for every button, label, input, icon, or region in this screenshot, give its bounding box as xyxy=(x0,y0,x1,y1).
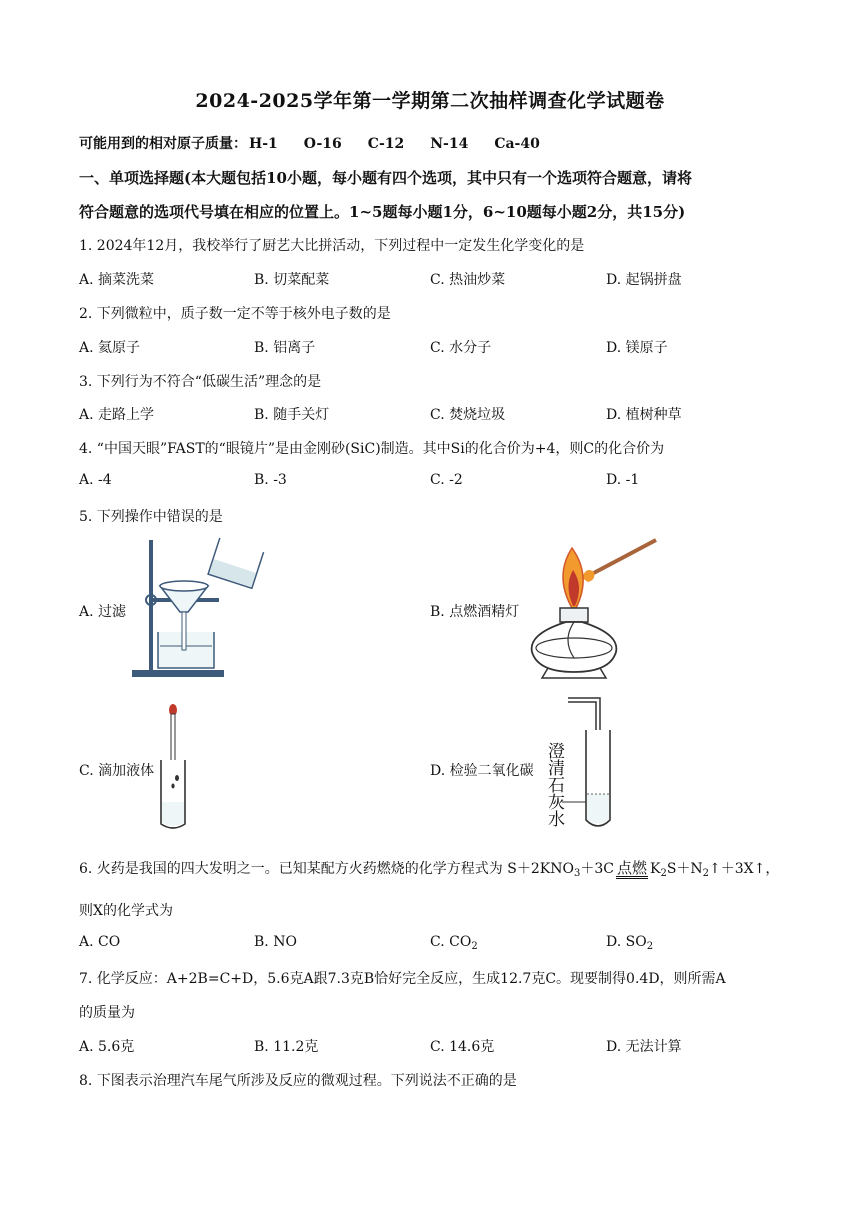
question-8-stem: 8. 下图表示治理汽车尾气所涉及反应的微观过程。下列说法不正确的是 xyxy=(79,1073,517,1089)
q6-eq-part3: K xyxy=(649,861,661,877)
question-6-option-a: A. CO xyxy=(79,934,121,950)
question-2-stem: 2. 下列微粒中，质子数一定不等于核外电子数的是 xyxy=(79,306,391,322)
dropper-figure xyxy=(155,702,195,832)
question-2-option-b: B. 铝离子 xyxy=(254,340,316,356)
question-7-option-a: A. 5.6克 xyxy=(79,1039,135,1055)
q6-option-c-sub: 2 xyxy=(471,941,478,952)
question-2-option-c: C. 水分子 xyxy=(430,340,492,356)
q6-sub-3: 3 xyxy=(573,868,581,879)
lamp-wick-holder xyxy=(560,608,588,622)
section1-heading-line2: 符合题意的选项代号填在相应的位置上。1~5题每小题1分，6~10题每小题2分，共15分) xyxy=(79,203,686,221)
q6-sub-2a: 2 xyxy=(660,868,667,879)
question-6-option-c xyxy=(430,934,478,952)
question-3-option-b: B. 随手关灯 xyxy=(254,407,330,423)
atomic-mass-n: N-14 xyxy=(430,136,469,152)
drop-2 xyxy=(171,784,174,789)
question-5-option-a: A. 过滤 xyxy=(79,604,127,620)
q6-eq-part2: ＋3C xyxy=(580,861,614,877)
atomic-mass-ca: Ca-40 xyxy=(494,136,540,152)
question-7-stem-line2: 的质量为 xyxy=(79,1005,135,1021)
match-stick xyxy=(588,540,656,576)
q6-option-d-text: D. SO xyxy=(606,934,647,950)
drop-1 xyxy=(175,775,179,781)
question-3-option-a: A. 走路上学 xyxy=(79,407,155,423)
stand-base xyxy=(132,670,224,677)
question-4-option-d: D. -1 xyxy=(606,472,640,488)
question-4-option-c: C. -2 xyxy=(430,472,463,488)
question-7-option-b: B. 11.2克 xyxy=(254,1039,319,1055)
atomic-mass-h: H-1 xyxy=(249,136,278,152)
question-7-option-d: D. 无法计算 xyxy=(606,1039,682,1055)
co2-test-figure xyxy=(562,694,622,834)
alcohol-lamp-figure xyxy=(524,536,664,682)
question-6-stem-line2: 则X的化学式为 xyxy=(79,903,173,919)
question-3-stem: 3. 下列行为不符合“低碳生活”理念的是 xyxy=(79,374,322,390)
atomic-masses xyxy=(79,133,566,153)
funnel-rim xyxy=(160,581,208,591)
atomic-masses-label: 可能用到的相对原子质量： xyxy=(79,136,247,152)
q6-sub-2b: 2 xyxy=(702,868,710,879)
question-5-option-c: C. 滴加液体 xyxy=(79,763,155,779)
q6-eq-part5: ↑＋3X↑， xyxy=(709,861,780,877)
question-3-option-c: C. 焚烧垃圾 xyxy=(430,407,506,423)
section1-heading-line1: 一、单项选择题(本大题包括10小题，每小题有四个选项，其中只有一个选项符合题意，请将 xyxy=(79,169,692,187)
question-4-option-b: B. -3 xyxy=(254,472,287,488)
question-1-option-a: A. 摘菜洗菜 xyxy=(79,272,155,288)
limewater-liquid xyxy=(587,794,609,824)
q6-option-d-sub: 2 xyxy=(646,941,654,952)
atomic-mass-c: C-12 xyxy=(367,136,405,152)
question-1-option-b: B. 切菜配菜 xyxy=(254,272,330,288)
question-7-option-c: C. 14.6克 xyxy=(430,1039,495,1055)
question-6-stem xyxy=(79,858,779,879)
question-5-option-b: B. 点燃酒精灯 xyxy=(430,604,520,620)
q6-eq-part4: S＋N xyxy=(666,861,703,877)
q6-eq-part1: 6. 火药是我国的四大发明之一。已知某配方火药燃烧的化学方程式为 S＋2KNO xyxy=(79,861,574,877)
question-3-option-d: D. 植树种草 xyxy=(606,407,682,423)
question-1-option-d: D. 起锅拼盘 xyxy=(606,272,682,288)
question-4-option-a: A. -4 xyxy=(79,472,112,488)
page-title: 2024-2025学年第一学期第二次抽样调查化学试题卷 xyxy=(195,90,665,112)
question-6-option-b: B. NO xyxy=(254,934,297,950)
atomic-mass-o: O-16 xyxy=(303,136,342,152)
question-4-stem: 4. “中国天眼”FAST的“眼镜片”是由金刚砂(SiC)制造。其中Si的化合价为+4，则C的化合价为 xyxy=(79,441,665,457)
reaction-condition xyxy=(616,861,648,879)
condition-text: 点燃 xyxy=(616,859,647,877)
q6-option-c-text: C. CO xyxy=(430,934,472,950)
lamp-body xyxy=(532,622,617,672)
question-1-stem: 1. 2024年12月，我校举行了厨艺大比拼活动，下列过程中一定发生化学变化的是 xyxy=(79,238,585,254)
filtration-figure xyxy=(128,536,268,680)
question-2-option-a: A. 氦原子 xyxy=(79,340,141,356)
question-1-option-c: C. 热油炒菜 xyxy=(430,272,506,288)
test-tube-liquid xyxy=(162,802,184,826)
question-7-stem: 7. 化学反应：A+2B=C+D，5.6克A跟7.3克B恰好完全反应，生成12.7克C。现要制得0.4D，则所需A xyxy=(79,971,726,987)
question-2-option-d: D. 镁原子 xyxy=(606,340,668,356)
question-5-option-d: D. 检验二氧化碳 xyxy=(430,763,534,779)
funnel-stem xyxy=(182,612,186,650)
question-5-stem: 5. 下列操作中错误的是 xyxy=(79,509,223,525)
limewater-label: 澄清石灰水 xyxy=(544,742,564,827)
question-6-option-d xyxy=(606,934,653,952)
